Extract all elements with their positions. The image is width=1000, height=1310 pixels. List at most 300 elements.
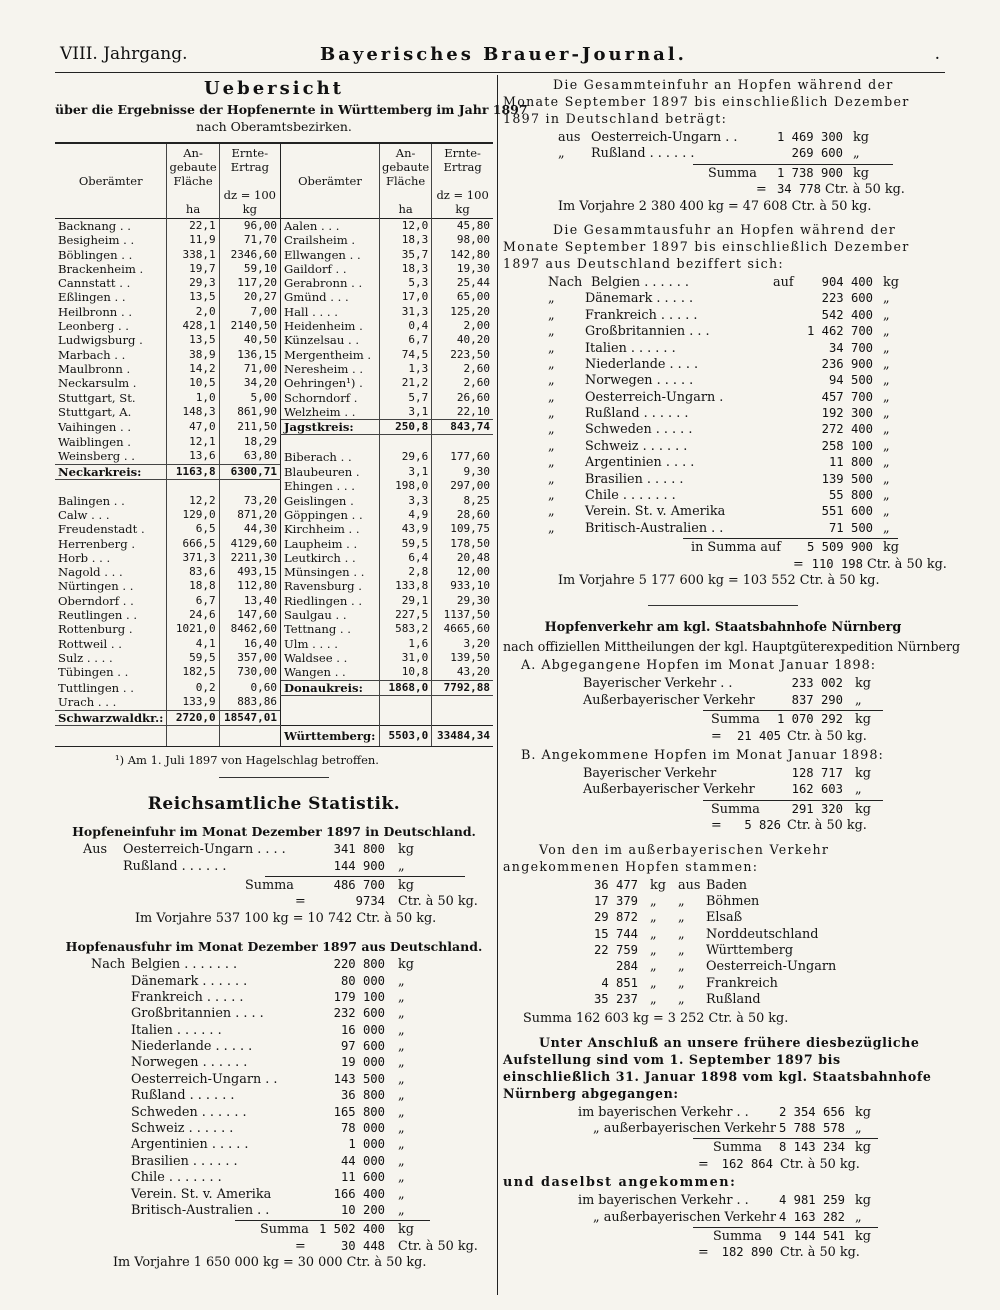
ausfuhr-title: Hopfenausfuhr im Monat Dezember 1897 aus Deutschland.: [65, 939, 483, 955]
herkunft-value: 29 872: [593, 910, 638, 925]
oberamt-dz: 223,50: [432, 348, 493, 362]
herkunft-summa: Summa 162 603 kg = 3 252 Ctr. à 50 kg.: [523, 1010, 789, 1026]
country-prefix: Nach: [91, 957, 126, 973]
col-header-flaeche-unit-2: ha: [398, 202, 413, 216]
unit: „: [853, 146, 860, 162]
oberamt-name: Schorndorf .: [280, 391, 379, 405]
unit: „: [883, 455, 890, 471]
ctr-row: [503, 1157, 943, 1173]
col-header-flaeche: [167, 143, 219, 219]
oberamt-dz: 2211,30: [219, 551, 280, 565]
unit: „: [398, 973, 405, 989]
left-column: [55, 76, 528, 1272]
oberamt-name: Aalen . . .: [280, 219, 379, 234]
herkunft-name: Norddeutschland: [706, 926, 819, 942]
oberamt-dz: 861,90: [219, 405, 280, 420]
eq: =: [711, 818, 722, 834]
ctr-unit: Ctr. à 50 kg.: [398, 894, 478, 910]
ausfuhr-row: [55, 1006, 493, 1022]
verkehr-value: 4 981 259: [778, 1193, 845, 1208]
herkunft-row: [503, 894, 943, 910]
gesammteinfuhr-intro: Die Gesammteinfuhr an Hopfen während der Monate September 1897 bis einschließlich Dezember 1897 in Deutschland beträgt:: [503, 77, 910, 126]
country-prefix: „: [548, 373, 555, 389]
unit: kg: [855, 1140, 871, 1156]
unit: „: [650, 893, 657, 909]
oberamt-name: Mergentheim .: [280, 348, 379, 362]
unit: „: [883, 373, 890, 389]
col-header-flaeche-label: An- gebaute Fläche: [169, 146, 217, 188]
verkehr-name: „ außerbayerischen Verkehr: [593, 1209, 776, 1225]
oberamt-ha: 13,5: [167, 333, 219, 347]
gesammteinfuhr-row: [503, 130, 943, 146]
oberamt-name: Ehingen . . .: [280, 479, 379, 493]
oberamt-dz: 871,20: [219, 508, 280, 522]
oberamt-dz: 59,10: [219, 262, 280, 276]
summa-label: Summa: [711, 801, 760, 817]
eq: =: [295, 1238, 306, 1254]
table-row: [55, 391, 493, 405]
ctr-row: [503, 1245, 943, 1261]
unit: kg: [883, 540, 899, 556]
summa-row: [503, 802, 943, 818]
oberamt-name: Wangen . .: [280, 665, 379, 680]
empty-cell: [167, 479, 219, 493]
oberamt-ha: 1,6: [379, 637, 431, 651]
summa-label: in Summa auf: [691, 540, 781, 556]
country-value: 551 600: [821, 504, 873, 519]
gesammteinfuhr-list: [503, 130, 943, 215]
ausfuhr-list: [55, 957, 493, 1271]
herkunft-value: 17 379: [593, 893, 638, 908]
herkunft-name: Oesterreich-Ungarn: [706, 959, 837, 975]
oberamt-dz: 142,80: [432, 248, 493, 262]
ausfuhr-row: [55, 957, 493, 973]
oberamt-name: Balingen . .: [58, 493, 125, 508]
oberamt-name: Waldsee . .: [280, 651, 379, 665]
country-value: 144 900: [333, 858, 385, 873]
gesammtausfuhr-row: [503, 439, 943, 455]
ctr-unit: Ctr. à 50 kg.: [787, 728, 867, 744]
country-prefix: „: [548, 520, 555, 536]
oberamt-ha: 148,3: [167, 405, 219, 420]
summa-value: 9 144 541: [778, 1228, 845, 1243]
summa-row: [55, 1222, 493, 1238]
country-name: Italien . . . . . .: [585, 340, 676, 356]
table-row: [55, 420, 493, 435]
oberamt-dz: 136,15: [219, 348, 280, 362]
oberamt-dz: 297,00: [432, 479, 493, 493]
oberamt-ha: 31,3: [379, 305, 431, 319]
ctr-unit: Ctr. à 50 kg.: [787, 818, 867, 834]
unit: „: [398, 1006, 405, 1022]
oberamt-ha: 133,9: [167, 695, 219, 710]
unit: kg: [883, 274, 899, 290]
herkunft-row: [503, 992, 943, 1008]
aus-label: „: [678, 975, 685, 991]
oberamt-name: Rottweil . .: [58, 636, 122, 651]
oberamt-name: Laupheim . .: [280, 537, 379, 551]
country-prefix: „: [548, 291, 555, 307]
country-prefix: aus: [558, 130, 581, 145]
table-row: [55, 651, 493, 665]
oberamt-ha: 17,0: [379, 290, 431, 304]
herkunft-row: [503, 976, 943, 992]
unit: kg: [398, 842, 414, 858]
oberamt-name: Tettnang . .: [280, 622, 379, 636]
oberamt-name: Besigheim . .: [58, 233, 135, 248]
gesammtausfuhr-row: [503, 275, 943, 291]
unit: kg: [398, 877, 414, 893]
gesammtausfuhr-row: [503, 357, 943, 373]
gesammtausfuhr-row: [503, 521, 943, 537]
herkunft-value: 284: [615, 959, 638, 974]
oberamt-name: Böblingen . .: [58, 247, 133, 262]
country-name: Belgien . . . . . . .: [131, 957, 238, 973]
right-column: [503, 76, 961, 1262]
gesammtausfuhr-row: [503, 324, 943, 340]
unit: „: [398, 1022, 405, 1038]
country-value: 16 000: [340, 1022, 385, 1037]
unit: „: [398, 1137, 405, 1153]
unit: kg: [855, 765, 871, 781]
unit: „: [398, 1121, 405, 1137]
country-name: Schweiz . . . . . .: [131, 1121, 234, 1137]
country-name: Norwegen . . . . .: [585, 373, 694, 389]
oberamt-dz: 357,00: [219, 651, 280, 665]
ctr-row: [503, 818, 943, 834]
empty-cell: [219, 725, 280, 746]
herkunft-row: [503, 910, 943, 926]
oberamt-name: Nürtingen . .: [58, 579, 134, 594]
oberamt-name: Neckarsulm .: [58, 376, 137, 391]
oberamt-dz: 7,00: [219, 305, 280, 319]
verkehr-name: „ außerbayerischen Verkehr: [593, 1121, 776, 1137]
herkunft-list: [503, 878, 943, 1009]
ctr-unit: Ctr. à 50 kg.: [780, 1245, 860, 1261]
oberamt-ha: 13,5: [167, 290, 219, 304]
herkunft-row: [503, 959, 943, 975]
country-name: Britisch-Australien . .: [131, 1203, 270, 1218]
oberamt-name: Geislingen .: [280, 494, 379, 508]
verkehr-gesamt-row: [503, 1105, 943, 1121]
unit: „: [855, 1209, 862, 1225]
oberamt-name: Biberach . .: [280, 449, 379, 464]
col-header-ertrag-2: [432, 143, 493, 219]
oberamt-ha: 198,0: [379, 479, 431, 493]
country-prefix: „: [558, 146, 565, 162]
einfuhr-row: [55, 859, 493, 875]
country-name: Frankreich . . . . .: [585, 307, 698, 323]
oberamt-ha: 18,8: [167, 579, 219, 593]
unit: „: [398, 989, 405, 1005]
country-prefix: „: [548, 504, 555, 520]
abgegangen-gesamt-list: [503, 1105, 943, 1174]
unit: „: [398, 1203, 405, 1218]
col-header-flaeche-label-2: An- gebaute Fläche: [381, 146, 430, 188]
country-value: 457 700: [821, 389, 873, 404]
unit: kg: [855, 712, 871, 728]
verkehr-gesamt-row: [503, 1121, 943, 1137]
oberamt-dz: 29,30: [432, 594, 493, 608]
empty-cell: [219, 479, 280, 493]
herkunft-value: 35 237: [593, 992, 638, 1007]
verkehr-name: Außerbayerischer Verkehr: [583, 782, 755, 798]
herkunft-name: Frankreich: [706, 975, 778, 991]
oberamt-dz: 493,15: [219, 565, 280, 579]
ausfuhr-row: [55, 1023, 493, 1039]
country-name: Verein. St. v. Amerika: [585, 504, 726, 520]
oberamt-dz: 109,75: [432, 522, 493, 536]
country-prefix: „: [548, 438, 555, 454]
oberamt-dz: 20,27: [219, 290, 280, 304]
gesammtausfuhr-row: [503, 291, 943, 307]
table-row: [55, 551, 493, 565]
oberamt-dz: 147,60: [219, 608, 280, 622]
oberamt-ha: 74,5: [379, 348, 431, 362]
country-name: Chile . . . . . . .: [585, 488, 676, 504]
oberamt-name: Gaildorf . .: [280, 262, 379, 276]
herkunft-name: Baden: [706, 877, 748, 893]
herkunft-name: Rußland: [706, 992, 761, 1008]
oberamt-ha: 0,2: [167, 680, 219, 695]
oberamt-name: Tuttlingen . .: [58, 680, 134, 695]
country-value: 19 000: [340, 1055, 385, 1070]
empty-cell-2: [280, 710, 379, 725]
country-name: Niederlande . . . . .: [131, 1039, 253, 1055]
country-value: 44 000: [340, 1153, 385, 1168]
unit: kg: [855, 1104, 871, 1120]
country-name: Rußland . . . . . .: [591, 146, 695, 162]
sum-rule-line: [265, 876, 465, 877]
ausfuhr-row: [55, 1088, 493, 1104]
oberamt-name: Saulgau . .: [280, 608, 379, 622]
uebersicht-subtitle2: nach Oberamtsbezirken.: [196, 119, 352, 134]
oberamt-dz: 20,48: [432, 551, 493, 565]
oberamt-ha: 133,8: [379, 579, 431, 593]
unit: „: [883, 504, 890, 520]
oberamt-name: Rottenburg .: [58, 622, 133, 637]
table-row: [55, 305, 493, 319]
oberamt-name: Crailsheim .: [280, 233, 379, 247]
country-value: 904 400: [821, 274, 873, 289]
country-prefix: „: [548, 356, 555, 372]
country-name: Oesterreich-Ungarn . .: [591, 130, 738, 145]
oberamt-ha: 5,7: [379, 391, 431, 405]
oberamt-name: Leutkirch . .: [280, 551, 379, 565]
oberamt-name: Urach . . .: [58, 695, 117, 710]
country-prefix: „: [548, 406, 555, 422]
oberamt-ha: 29,6: [379, 449, 431, 464]
vorjahr-text: Im Vorjahre 1 650 000 kg = 30 000 Ctr. à 50 kg.: [113, 1255, 427, 1271]
oberamt-dz: 8462,60: [219, 622, 280, 636]
ctr-unit: Ctr. à 50 kg.: [825, 182, 905, 198]
country-prefix: „: [548, 340, 555, 356]
nuernberg-title: Hopfenverkehr am kgl. Staatsbahnhofe Nürnberg: [544, 620, 902, 636]
table-row: [55, 522, 493, 536]
kreis-sum-name: Schwarzwaldkr.:: [55, 710, 167, 725]
oberamt-ha: 10,5: [167, 376, 219, 390]
oberamt-dz: 178,50: [432, 537, 493, 551]
total-dz: 33484,34: [432, 725, 493, 746]
country-name: Argentinien . . . .: [585, 455, 695, 471]
oberamt-ha: 182,5: [167, 665, 219, 680]
unit: „: [883, 406, 890, 422]
gesammtausfuhr-row: [503, 455, 943, 471]
country-prefix: „: [548, 324, 555, 340]
oberamt-ha: 1021,0: [167, 622, 219, 636]
verkehr-value: 128 717: [791, 765, 843, 780]
sum-rule-line: [703, 800, 883, 801]
table-row: [55, 479, 493, 493]
oberamt-name: Freudenstadt .: [58, 522, 145, 537]
oberamt-ha: 21,2: [379, 376, 431, 390]
oberamt-ha: 22,1: [167, 219, 219, 234]
country-name: Schweden . . . . . .: [131, 1104, 247, 1120]
ausfuhr-row: [55, 1121, 493, 1137]
unit: kg: [853, 165, 869, 181]
verkehr-name: Bayerischer Verkehr: [583, 765, 717, 781]
kreis-sum-dz: 6300,71: [219, 464, 280, 479]
oberamt-name: Herrenberg .: [58, 536, 136, 551]
oberamt-name: Gerabronn . .: [280, 276, 379, 290]
country-value: 36 800: [340, 1088, 385, 1103]
oberamt-name: Ulm . . . .: [280, 637, 379, 651]
sum-rule-line: [235, 1220, 430, 1221]
angekommen-title: B. Angekommene Hopfen im Monat Januar 1898:: [521, 747, 884, 763]
unit: „: [883, 488, 890, 504]
oberamt-ha: 83,6: [167, 565, 219, 579]
oberamt-ha: 1,0: [167, 391, 219, 405]
country-name: Rußland . . . . . .: [585, 406, 689, 422]
ctr-row: [55, 894, 493, 910]
oberamt-dz: 112,80: [219, 579, 280, 593]
oberamt-dz: 96,00: [219, 219, 280, 234]
kreis-sum-ha: 1163,8: [167, 464, 219, 479]
oberamt-name: Ellwangen . .: [280, 248, 379, 262]
empty-cell: [167, 725, 219, 746]
oberamt-ha: 12,1: [167, 435, 219, 449]
oberamt-name: Hall . . . .: [280, 305, 379, 319]
oberamt-dz: 139,50: [432, 651, 493, 665]
oberamt-dz: 2,60: [432, 376, 493, 390]
herkunft-name: Böhmen: [706, 893, 760, 909]
verkehr-gesamt-row: [503, 1193, 943, 1209]
country-value: 10 200: [340, 1203, 385, 1217]
oberamt-ha: 1,3: [379, 362, 431, 376]
empty-cell-2: [280, 435, 379, 449]
country-value: 179 100: [333, 989, 385, 1004]
oberamt-name: Oehringen¹) .: [280, 376, 379, 390]
eq: =: [756, 182, 767, 198]
oberamt-ha: 14,2: [167, 362, 219, 376]
eq: =: [698, 1156, 709, 1172]
vorjahr-row: [55, 1255, 493, 1271]
unit: „: [398, 1055, 405, 1071]
oberamt-ha: 10,8: [379, 665, 431, 680]
summa-row: [55, 878, 493, 894]
country-prefix: „: [548, 471, 555, 487]
oberamt-dz: 3,20: [432, 637, 493, 651]
country-name: Brasilien . . . . .: [585, 471, 684, 487]
country-value: 166 400: [333, 1186, 385, 1201]
table-row: [55, 233, 493, 247]
country-name: Dänemark . . . . .: [585, 291, 694, 307]
col-header-oberamt-2: Oberämter: [280, 143, 379, 219]
country-value: 143 500: [333, 1071, 385, 1086]
table-row: [55, 680, 493, 695]
country-prefix: Nach: [548, 274, 583, 290]
oberamt-name: Heidenheim .: [280, 319, 379, 333]
reichsamtliche-title: Reichsamtliche Statistik.: [147, 794, 401, 815]
einfuhr-list: [55, 842, 493, 927]
unit: „: [855, 782, 862, 798]
ausfuhr-row: [55, 1203, 493, 1219]
col-header-ertrag-unit-2: dz = 100 kg: [436, 188, 489, 216]
oberamt-name: Leonberg . .: [58, 319, 129, 334]
verkehr-row: [503, 693, 943, 709]
oberamt-ha: 59,5: [379, 537, 431, 551]
vorjahr-text: Im Vorjahre 2 380 400 kg = 47 608 Ctr. à 50 kg.: [558, 198, 872, 214]
sum-rule-line: [703, 710, 883, 711]
oberamt-ha: 371,3: [167, 551, 219, 565]
abgegangen-title: A. Abgegangene Hopfen im Monat Januar 1898:: [521, 658, 877, 674]
gesammtausfuhr-row: [503, 341, 943, 357]
country-name: Brasilien . . . . . .: [131, 1153, 238, 1169]
table-row: [55, 537, 493, 551]
oberamt-name: Brackenheim .: [58, 261, 144, 276]
oberamt-ha: 29,1: [379, 594, 431, 608]
ausfuhr-row: [55, 990, 493, 1006]
herkunft-intro: Von den im außerbayerischen Verkehr angekommenen Hopfen stammen:: [503, 841, 830, 874]
eq: =: [295, 894, 306, 910]
ctr-value: 30 448: [340, 1238, 385, 1253]
country-name: Schweden . . . . .: [585, 422, 693, 438]
unit: „: [398, 1153, 405, 1169]
nuernberg-subtitle: nach offiziellen Mittheilungen der kgl. Hauptgüterexpedition Nürnberg: [503, 639, 961, 655]
oberamt-dz: 4129,60: [219, 537, 280, 551]
country-value: 55 800: [828, 488, 873, 503]
country-name: Norwegen . . . . . .: [131, 1055, 248, 1071]
oberamt-ha: 47,0: [167, 420, 219, 435]
oberamt-dz: 28,60: [432, 508, 493, 522]
oberamt-dz: 211,50: [219, 420, 280, 435]
country-value: 94 500: [828, 373, 873, 388]
table-row: [55, 695, 493, 710]
ctr-value: 162 864: [721, 1156, 773, 1171]
oberamt-ha: 0,4: [379, 319, 431, 333]
oberamt-dz: 883,86: [219, 695, 280, 710]
oberamt-ha: 43,9: [379, 522, 431, 536]
kreis-sum-name: Donaukreis:: [280, 680, 379, 695]
ausfuhr-row: [55, 1187, 493, 1203]
oberamt-name: Gmünd . . .: [280, 290, 379, 304]
total-ha: 5503,0: [379, 725, 431, 746]
empty-cell: [432, 695, 493, 710]
verkehr-value: 837 290: [791, 692, 843, 707]
summa-row: [503, 1140, 943, 1156]
ausfuhr-row: [55, 1105, 493, 1121]
oberamt-name: Welzheim . .: [280, 405, 379, 420]
anschluss-intro: Unter Anschluß an unsere frühere diesbezügliche Aufstellung sind vom 1. September 1897 bis einschließlich 31. Januar 1898 vom kgl. Staatsbahnhofe Nürnberg abgegangen:: [503, 1034, 932, 1101]
unit: „: [650, 992, 657, 1008]
unit: „: [398, 1088, 405, 1104]
country-name: Frankreich . . . . .: [131, 989, 244, 1005]
header-mark: .: [934, 44, 940, 64]
oberamt-dz: 13,40: [219, 594, 280, 608]
section-rule-2: [648, 605, 798, 606]
oberamt-ha: 2,0: [167, 305, 219, 319]
gesammtausfuhr-row: [503, 422, 943, 438]
